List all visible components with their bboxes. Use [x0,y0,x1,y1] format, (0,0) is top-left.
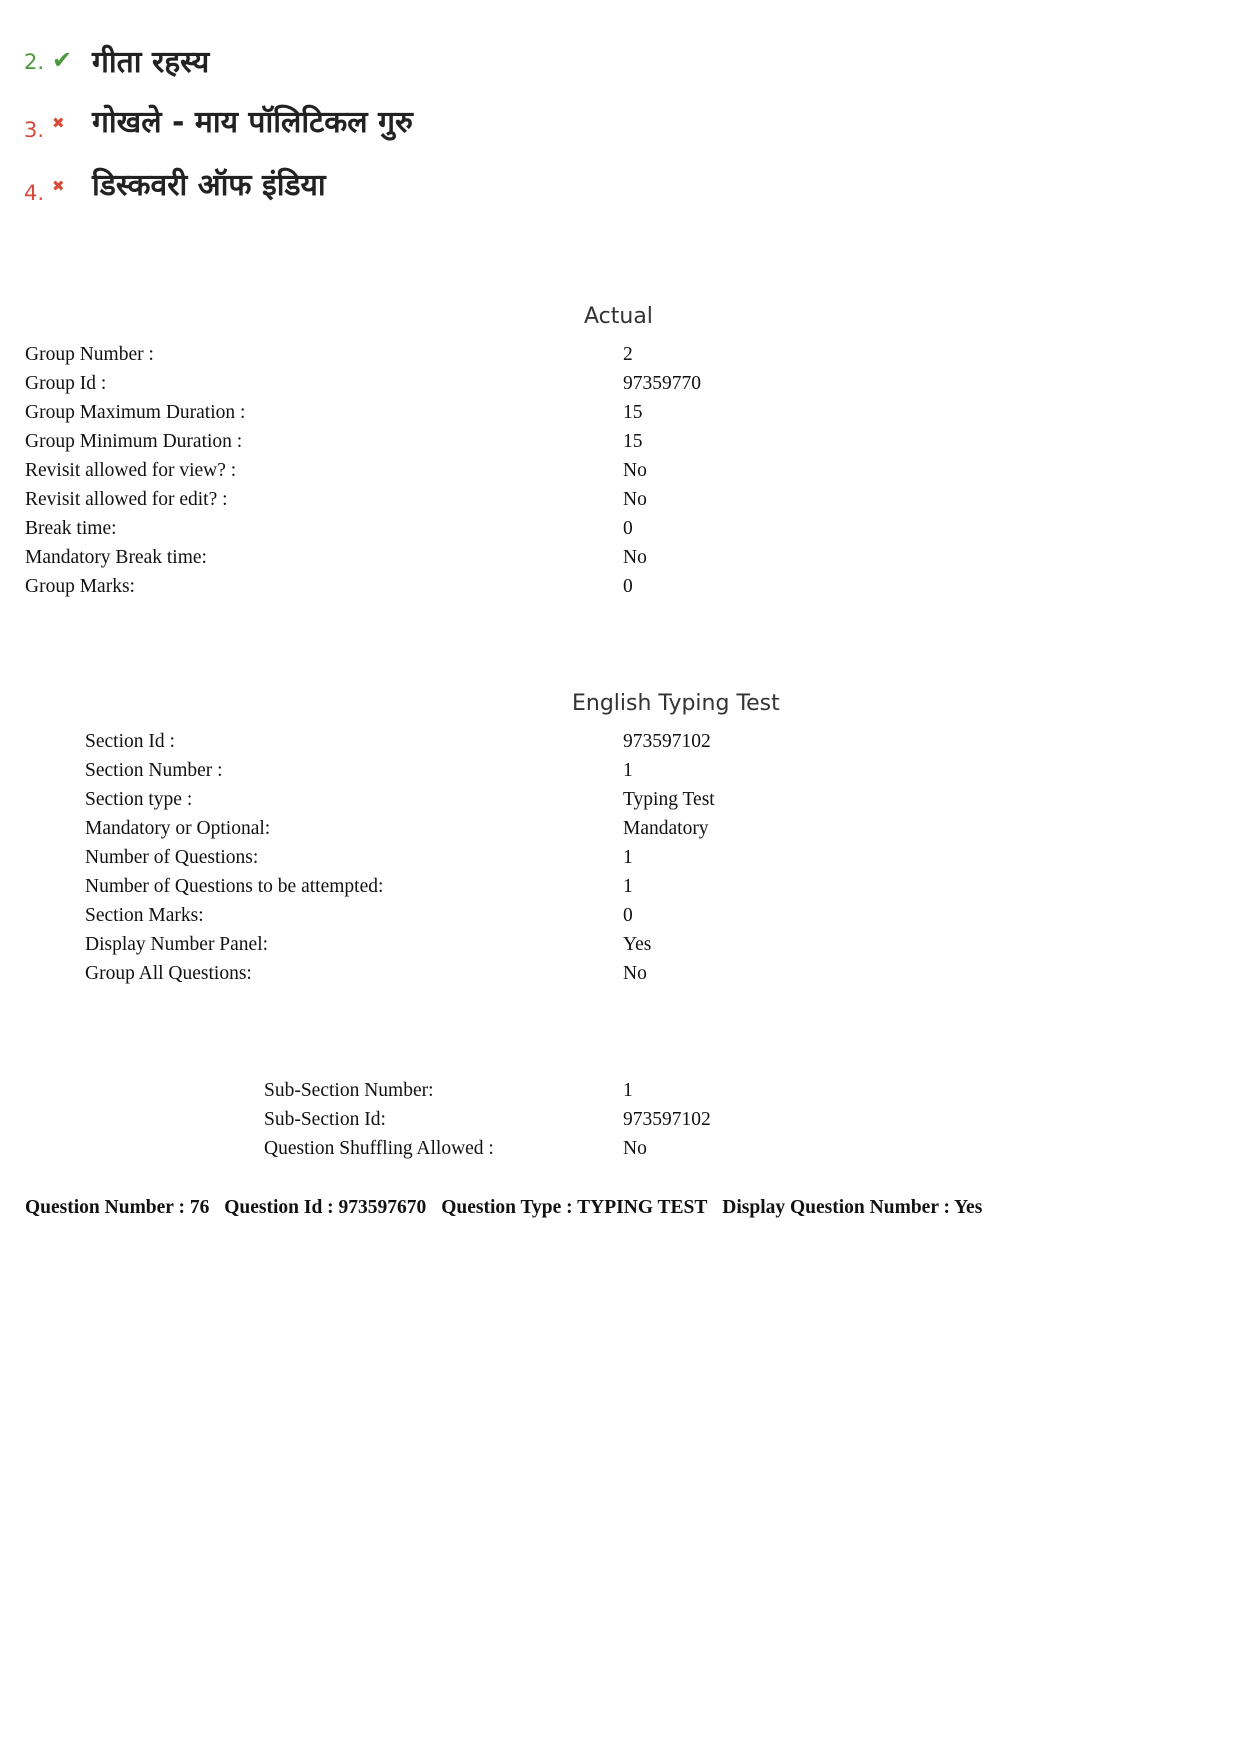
group-label: Mandatory Break time: [25,547,207,568]
option-text: गीता रहस्य [92,45,210,80]
option-number: 3. [24,118,45,142]
section-label: Group All Questions: [85,963,252,984]
section-label: Section type : [85,789,193,810]
group-row [0,456,1240,485]
section-row [0,901,1240,930]
section-details [0,727,1240,988]
cross-icon: ✖ [52,177,65,195]
group-label: Group Id : [25,373,107,394]
group-value: 97359770 [623,373,701,394]
group-value: No [623,460,647,481]
group-label: Revisit allowed for edit? : [25,489,228,510]
group-label: Group Number : [25,344,154,365]
section-label: Number of Questions: [85,847,259,868]
group-row [0,572,1240,601]
section-label: Section Marks: [85,905,204,926]
group-row [0,427,1240,456]
section-label: Section Id : [85,731,175,752]
option-number: 4. [24,181,45,205]
subsection-row [0,1076,1240,1105]
option-2 [22,40,622,90]
subsection-value: 973597102 [623,1109,711,1130]
subsection-label: Sub-Section Number: [264,1080,434,1101]
subsection-details [0,1076,1240,1163]
option-text: गोखले - माय पॉलिटिकल गुरु [92,105,413,140]
group-value: 0 [623,518,633,539]
section-row [0,814,1240,843]
group-row [0,340,1240,369]
group-heading: Actual [584,304,653,329]
section-row [0,727,1240,756]
subsection-row [0,1105,1240,1134]
group-label: Group Minimum Duration : [25,431,243,452]
group-value: No [623,547,647,568]
section-row [0,930,1240,959]
group-value: 0 [623,576,633,597]
subsection-label: Sub-Section Id: [264,1109,386,1130]
group-value: 15 [623,402,643,423]
group-label: Group Maximum Duration : [25,402,246,423]
section-value: 973597102 [623,731,711,752]
section-value: 1 [623,760,633,781]
option-text: डिस्कवरी ऑफ इंडिया [92,168,326,203]
section-row [0,872,1240,901]
section-value: Yes [623,934,652,955]
subsection-value: No [623,1138,647,1159]
section-label: Display Number Panel: [85,934,269,955]
group-row [0,514,1240,543]
section-heading: English Typing Test [572,691,780,716]
section-value: 1 [623,876,633,897]
check-icon: ✔ [52,46,73,74]
group-value: No [623,489,647,510]
subsection-row [0,1134,1240,1163]
group-details [0,340,1240,601]
group-label: Revisit allowed for view? : [25,460,237,481]
option-4 [22,163,622,213]
group-row [0,369,1240,398]
section-label: Mandatory or Optional: [85,818,271,839]
group-row [0,485,1240,514]
subsection-value: 1 [623,1080,633,1101]
section-row [0,785,1240,814]
group-row [0,543,1240,572]
section-value: 1 [623,847,633,868]
display-question-number: Display Question Number : Yes [722,1197,983,1218]
subsection-label: Question Shuffling Allowed : [264,1138,494,1159]
group-value: 2 [623,344,633,365]
group-value: 15 [623,431,643,452]
section-value: 0 [623,905,633,926]
section-label: Number of Questions to be attempted: [85,876,384,897]
question-info [25,1197,992,1219]
cross-icon: ✖ [52,114,65,132]
group-label: Group Marks: [25,576,135,597]
section-value: Typing Test [623,789,715,810]
section-row [0,843,1240,872]
question-id: Question Id : 973597670 [224,1197,427,1218]
section-row [0,756,1240,785]
option-number: 2. [24,50,45,74]
question-number: Question Number : 76 [25,1197,210,1218]
section-label: Section Number : [85,760,223,781]
section-value: No [623,963,647,984]
group-label: Break time: [25,518,117,539]
group-row [0,398,1240,427]
section-value: Mandatory [623,818,709,839]
section-row [0,959,1240,988]
option-3 [22,100,622,150]
question-type: Question Type : TYPING TEST [441,1197,708,1218]
